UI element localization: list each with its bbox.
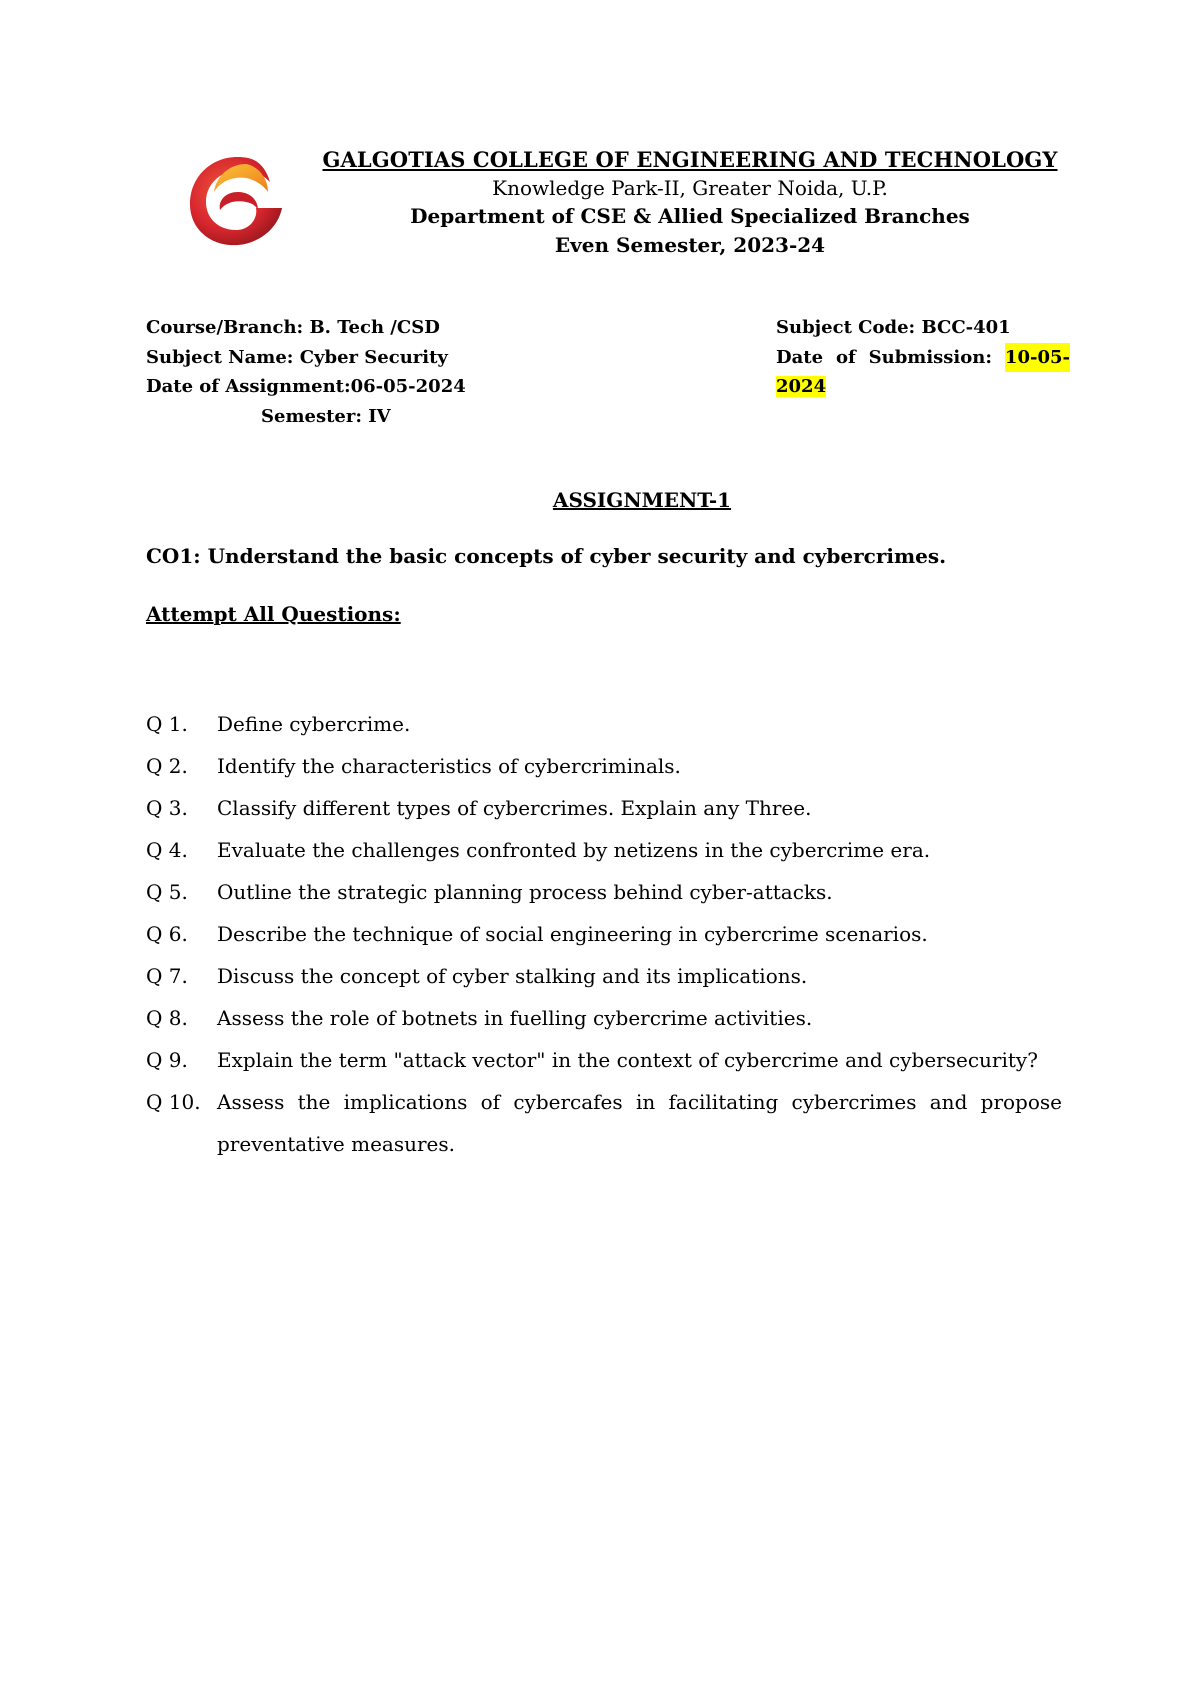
question-item [146,1039,1062,1081]
date-of-assignment: Date of Assignment:06-05-2024 [146,376,466,397]
question-item [146,913,1062,955]
college-name: GALGOTIAS COLLEGE OF ENGINEERING AND TECHNOLOGY [322,147,1058,172]
question-text: Explain the term "attack vector" in the context of cybercrime and cybersecurity? [217,1048,1038,1072]
course-info-left [146,313,466,431]
question-number: Q 10. [146,1090,201,1114]
question-number: Q 9. [146,1048,188,1072]
question-text: Assess the implications of cybercafes in facilitating cybercrimes and propose preventative measures. [217,1090,1062,1156]
question-item [146,703,1062,745]
course-outcome: CO1: Understand the basic concepts of cyber security and cybercrimes. [146,544,947,568]
question-text: Classify different types of cybercrimes. Explain any Three. [217,796,812,820]
question-item [146,1081,1062,1165]
question-number: Q 2. [146,754,188,778]
question-item [146,787,1062,829]
submission-label-of: of [835,346,856,368]
submission-date-part2: 2024 [776,376,827,397]
question-text: Assess the role of botnets in fuelling cybercrime activities. [217,1006,813,1030]
question-item [146,997,1062,1039]
academic-term: Even Semester, 2023-24 [554,233,826,257]
semester: Semester: IV [261,405,391,427]
question-text: Outline the strategic planning process behind cyber-attacks. [217,880,833,904]
question-item [146,829,1062,871]
question-text: Identify the characteristics of cybercriminals. [217,754,681,778]
question-item [146,955,1062,997]
submission-label-date: Date [776,346,824,368]
course-info-right [776,313,1070,402]
college-header [300,146,1080,260]
question-number: Q 3. [146,796,188,820]
question-number: Q 1. [146,712,188,736]
college-logo-icon [186,152,286,248]
question-text: Evaluate the challenges confronted by netizens in the cybercrime era. [217,838,931,862]
question-text: Describe the technique of social engineering in cybercrime scenarios. [217,922,928,946]
question-number: Q 8. [146,1006,188,1030]
question-text: Define cybercrime. [217,712,411,736]
college-logo [186,152,286,248]
question-item [146,745,1062,787]
question-list [146,703,1062,1165]
question-number: Q 4. [146,838,188,862]
department-name: Department of CSE & Allied Specialized Branches [410,204,970,228]
course-branch: Course/Branch: B. Tech /CSD [146,317,440,338]
question-number: Q 6. [146,922,188,946]
subject-name: Subject Name: Cyber Security [146,346,448,368]
submission-label-submission: Submission: [868,346,993,368]
college-address: Knowledge Park-II, Greater Noida, U.P. [492,176,888,200]
submission-date-part1: 10-05- [1005,343,1070,373]
question-number: Q 5. [146,880,188,904]
instruction: Attempt All Questions: [146,602,401,626]
question-text: Discuss the concept of cyber stalking and its implications. [217,964,808,988]
assignment-title: ASSIGNMENT-1 [552,488,732,512]
date-of-submission [776,343,1070,373]
question-item [146,871,1062,913]
question-number: Q 7. [146,964,188,988]
subject-code: Subject Code: BCC-401 [776,317,1011,338]
